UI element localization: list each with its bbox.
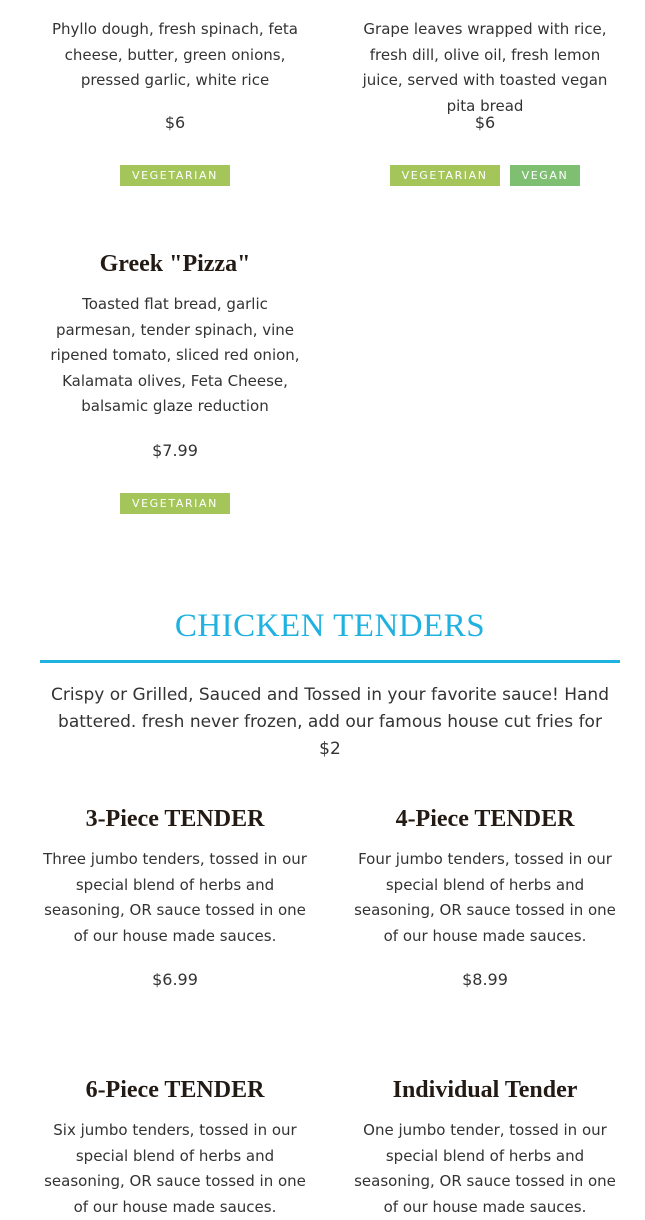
item-title: Individual Tender bbox=[392, 1077, 578, 1103]
menu-item-dolmas bbox=[350, 17, 620, 197]
item-description: Four jumbo tenders, tossed in our special blend of herbs and seasoning, OR sauce tossed in one of our house made sauces. bbox=[354, 850, 616, 945]
item-description: Grape leaves wrapped with rice, fresh dill, olive oil, fresh lemon juice, served with toasted vegan pita bread bbox=[362, 20, 608, 115]
vegan-badge: VEGAN bbox=[510, 165, 581, 186]
menu-item-4-piece-tender bbox=[350, 804, 620, 1004]
menu-item-greek-pizza bbox=[40, 249, 310, 519]
menu-item-3-piece-tender bbox=[40, 804, 310, 1004]
vegetarian-badge: VEGETARIAN bbox=[120, 493, 230, 514]
item-price: $6 bbox=[474, 113, 496, 132]
item-title: 6-Piece TENDER bbox=[85, 1077, 265, 1103]
item-price: $6.99 bbox=[152, 970, 198, 989]
item-description: Six jumbo tenders, tossed in our special blend of herbs and seasoning, OR sauce tossed in one of our house made sauces. bbox=[44, 1121, 306, 1216]
menu-item-spanakopita bbox=[40, 17, 310, 197]
dietary-tags bbox=[40, 165, 310, 186]
item-price: $8.99 bbox=[462, 970, 508, 989]
vegetarian-badge: VEGETARIAN bbox=[120, 165, 230, 186]
item-price: $7.99 bbox=[152, 441, 198, 460]
menu-item-6-piece-tender bbox=[40, 1075, 310, 1216]
menu-item-individual-tender bbox=[350, 1075, 620, 1216]
section-title: CHICKEN TENDERS bbox=[174, 608, 486, 644]
section-description: Crispy or Grilled, Sauced and Tossed in your favorite sauce! Hand battered. fresh never frozen, add our famous house cut fries for $2 bbox=[51, 685, 609, 759]
item-price: $6 bbox=[164, 113, 186, 132]
item-description: Three jumbo tenders, tossed in our special blend of herbs and seasoning, OR sauce tossed in one of our house made sauces. bbox=[43, 850, 307, 945]
item-description: One jumbo tender, tossed in our special blend of herbs and seasoning, OR sauce tossed in one of our house made sauces. bbox=[354, 1121, 616, 1216]
item-title: Greek "Pizza" bbox=[99, 251, 251, 277]
vegetarian-badge: VEGETARIAN bbox=[390, 165, 500, 186]
item-title: 3-Piece TENDER bbox=[85, 806, 265, 832]
dietary-tags bbox=[350, 165, 620, 186]
item-title: 4-Piece TENDER bbox=[395, 806, 575, 832]
dietary-tags bbox=[40, 493, 310, 514]
item-description: Phyllo dough, fresh spinach, feta cheese, butter, green onions, pressed garlic, white rice bbox=[52, 20, 298, 90]
section-divider bbox=[40, 660, 620, 663]
item-description: Toasted flat bread, garlic parmesan, tender spinach, vine ripened tomato, sliced red onion, Kalamata olives, Feta Cheese, balsamic glaze reduction bbox=[50, 295, 300, 416]
